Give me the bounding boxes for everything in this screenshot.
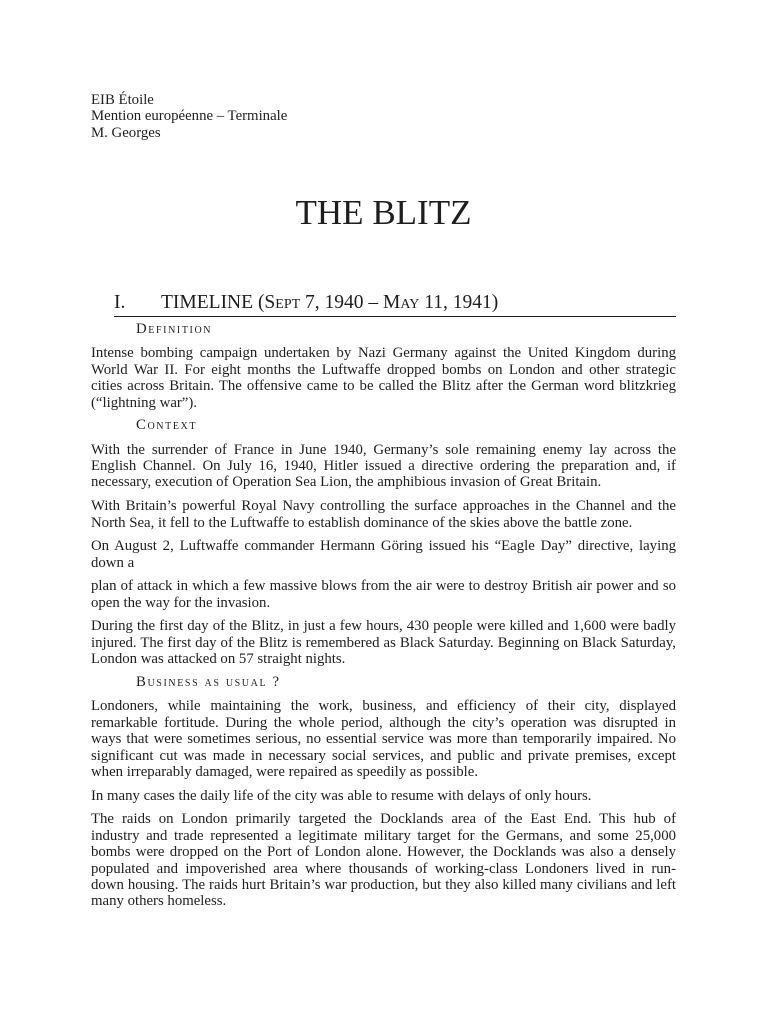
text-line — [91, 844, 676, 860]
section-number: I. — [114, 292, 126, 313]
text-line — [91, 595, 676, 611]
text-line — [91, 828, 676, 844]
text-line — [91, 651, 676, 667]
text-line — [91, 458, 676, 474]
text-line — [91, 731, 676, 747]
text-line-content: necessary, execution of Operation Sea Lion, the amphibious invasion of Great Britain. — [91, 474, 602, 491]
paragraph — [91, 788, 676, 804]
text-line — [91, 555, 676, 571]
text-line-content: (“lightning war”). — [91, 394, 198, 411]
text-line-content: significant cut was made in necessary social services, and public and private premises, except — [91, 747, 676, 764]
paragraph — [91, 442, 676, 491]
text-line — [91, 618, 676, 634]
text-line — [91, 788, 676, 804]
text-line-content: plan of attack in which a few massive blows from the air were to destroy British air power and so — [91, 578, 676, 595]
text-line — [91, 811, 676, 827]
text-line — [91, 362, 676, 378]
text-line — [91, 578, 676, 594]
text-line-content: open the way for the invasion. — [91, 594, 271, 611]
text-line — [91, 877, 676, 893]
text-line-content: populated and impoverished area where thousands of working-class Londoners lived in run- — [91, 860, 676, 877]
text-line-content: cities across Britain. The offensive came to be called the Blitz after the German word blitzkrieg — [91, 378, 676, 395]
text-line — [91, 474, 676, 490]
text-line — [91, 395, 676, 411]
text-line-content: In many cases the daily life of the city was able to resume with delays of only hours. — [91, 787, 592, 804]
subheading: Definition — [136, 320, 213, 337]
text-line-content: many others homeless. — [91, 893, 227, 910]
section-heading — [114, 292, 676, 317]
text-line — [91, 345, 676, 361]
section-dates: (Sept 7, 1940 – May 11, 1941) — [257, 292, 499, 313]
text-line — [91, 861, 676, 877]
teacher-name: M. Georges — [91, 124, 161, 141]
paragraph — [91, 345, 676, 411]
text-line — [91, 698, 676, 714]
text-line-content: North Sea, it fell to the Luftwaffe to establish dominance of the skies above the battle zone. — [91, 514, 633, 531]
text-line-content: During the first day of the Blitz, in just a few hours, 430 people were killed and 1,600 were badly — [91, 618, 676, 635]
text-line — [91, 498, 676, 514]
text-line-content: With Britain’s powerful Royal Navy controlling the surface approaches in the Channel and the — [91, 498, 676, 515]
text-line — [91, 893, 676, 909]
school-name: EIB Étoile — [91, 92, 154, 108]
text-line — [91, 748, 676, 764]
subheading: Business as usual ? — [136, 673, 281, 690]
text-line-content: London was attacked on 57 straight nights. — [91, 651, 346, 668]
paragraph — [91, 618, 676, 667]
text-line-content: With the surrender of France in June 1940, Germany’s sole remaining enemy lay across the — [91, 441, 676, 458]
text-line-content: English Channel. On July 16, 1940, Hitler issued a directive ordering the preparation and, if — [91, 458, 676, 475]
text-line-content: down a — [91, 554, 135, 571]
text-line-content: remarkable fortitude. During the whole period, although the city’s operation was disrupted in — [91, 714, 676, 731]
text-line — [91, 378, 676, 394]
paragraph — [91, 498, 676, 531]
paragraph — [91, 538, 676, 571]
text-line-content: World War II. For eight months the Luftwaffe dropped bombs on London and other strategic — [91, 361, 676, 378]
text-line-content: ways that were sometimes serious, no essential service was more than temporarily impaired. No — [91, 731, 676, 748]
document-title: THE BLITZ — [295, 193, 472, 233]
text-line-content: injured. The first day of the Blitz is remembered as Black Saturday. Beginning on Black Saturday, — [91, 634, 676, 651]
text-line-content: when irreparably damaged, were repaired as speedily as possible. — [91, 763, 479, 780]
text-line-content: Londoners, while maintaining the work, business, and efficiency of their city, displayed — [91, 698, 676, 715]
text-line-content: The raids on London primarily targeted the Docklands area of the East End. This hub of — [91, 811, 676, 828]
text-line — [91, 635, 676, 651]
paragraph — [91, 811, 676, 910]
text-line — [91, 442, 676, 458]
text-line — [91, 515, 676, 531]
text-line — [91, 764, 676, 780]
section-title: TIMELINE — [161, 292, 254, 313]
document-content — [91, 92, 676, 917]
text-line — [91, 538, 676, 554]
text-line — [91, 715, 676, 731]
text-line-content: industry and trade represented a legitimate military target for the Germans, and some 25,000 — [91, 827, 676, 844]
course-name: Mention européenne – Terminale — [91, 108, 288, 125]
paragraph — [91, 578, 676, 611]
text-line-content: Intense bombing campaign undertaken by Nazi Germany against the United Kingdom during — [91, 345, 676, 362]
text-line-content: On August 2, Luftwaffe commander Hermann Göring issued his “Eagle Day” directive, laying — [91, 538, 676, 555]
text-line-content: bombs were dropped on the Port of London alone. However, the Docklands was also a densely — [91, 844, 676, 861]
body-text — [91, 321, 676, 910]
paragraph — [91, 698, 676, 780]
text-line-content: down housing. The raids hurt Britain’s war production, but they also killed many civilians and left — [91, 876, 676, 893]
subheading: Context — [136, 416, 198, 433]
